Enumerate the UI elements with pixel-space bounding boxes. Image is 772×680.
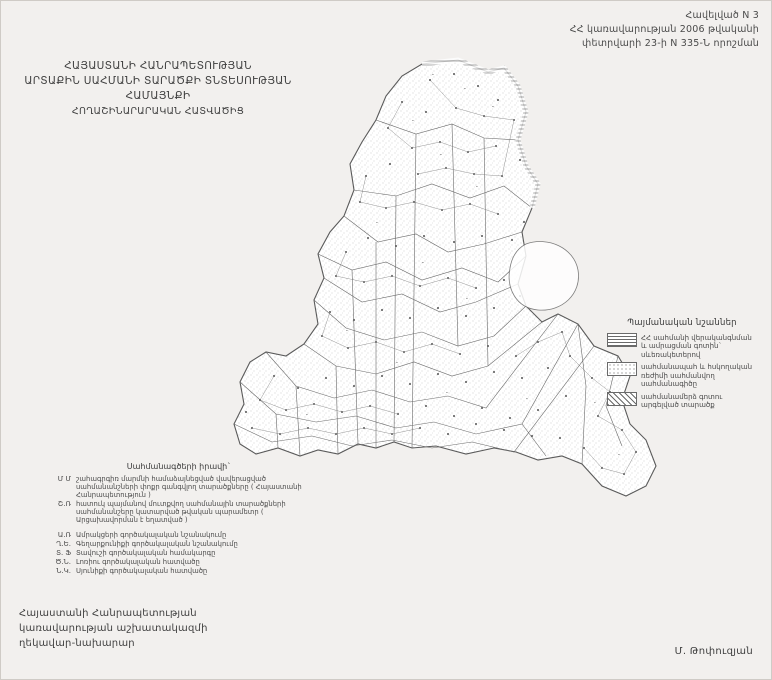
- caption-line-1: Հայաստանի Հանրապետության: [19, 608, 197, 619]
- legend-abbr-item: [49, 567, 309, 575]
- title-line-1: ՀԱՅԱՍՏԱՆԻ ՀԱՆՐԱՊԵՏՈՒԹՅԱՆ: [64, 60, 252, 72]
- document-signatory-title: [19, 606, 349, 651]
- legend-row-label: սահմանամերձ գոտու արգելված տարածք: [641, 392, 723, 409]
- armenia-border-map: [226, 56, 746, 526]
- svg-text:•: •: [346, 329, 348, 333]
- lake-sevan: [509, 242, 578, 311]
- legend-abbr-item: [49, 549, 309, 557]
- annex-line-2: ՀՀ կառավարության 2006 թվականի: [569, 24, 759, 35]
- legend-abbr-text: հատուկ պայմանով մուտքվող սահմանային տարածքների սահմանանշերը կատարված թվական պարամետր ( Արցախավորման է եղատված ): [76, 500, 286, 524]
- title-line-3: ՀՈՂԱՇԻՆԱՐԱՐԱԿԱՆ ՀԱՏՎԱԾԻՑ: [71, 106, 245, 117]
- annex-line-1: Հավելված N 3: [685, 10, 759, 21]
- legend-abbr-key: Տ. Ֆ: [56, 549, 71, 557]
- annex-line-3: փետրվարի 23-ի N 335-Ն որոշման: [582, 38, 759, 49]
- svg-text:•: •: [412, 119, 414, 123]
- map-svg: [226, 56, 746, 526]
- legend-abbr-text: Գեղարքունիքի գործակալական նշանակումը: [76, 540, 238, 548]
- legend-abbr-key: Ա.Ռ: [57, 531, 71, 539]
- legend-abbr-entry: [49, 475, 309, 499]
- legend-row: [607, 392, 757, 410]
- legend-row: [607, 362, 757, 389]
- svg-text:•: •: [526, 397, 528, 401]
- svg-text:•: •: [422, 261, 424, 265]
- legend-row-label: սահմանապահ և հսկողական ռեժիմի սահմանվող սահմանագիծը: [641, 363, 753, 388]
- legend-abbr-text: շահագրգիռ մարմնի համաձայնեցված վավերացված սահմանանշների փոքր գանգվլող տարածքները ( Հայաստանի Հանրապետություն ): [76, 475, 302, 499]
- svg-text:•: •: [440, 153, 442, 157]
- svg-text:•: •: [594, 401, 596, 405]
- signatory-name: Մ. Թոփուզյան: [674, 646, 753, 657]
- legend-row-label: ՀՀ սահմանի վերականգնման և ամրացման գոտին` սևեռակետերով: [641, 333, 752, 359]
- hatch-pattern-swatch: [607, 333, 637, 347]
- svg-text:•: •: [376, 221, 378, 225]
- svg-text:•: •: [446, 391, 448, 395]
- legend-abbr-title: Սահմանագծերի իրավի`: [126, 462, 232, 471]
- legend-abbr-key: Շ.Ռ: [57, 500, 71, 508]
- svg-text:•: •: [464, 87, 466, 91]
- legend-abbr-text: Սյունիքի գործակալական հատվածը: [76, 567, 208, 575]
- svg-text:•: •: [466, 297, 468, 301]
- caption-line-2: կառավարության աշխատակազմի: [19, 623, 208, 634]
- annex-block: [570, 9, 759, 51]
- svg-text:•: •: [432, 73, 434, 77]
- cross-hatch-pattern-swatch: [607, 392, 637, 406]
- svg-text:•: •: [396, 361, 398, 365]
- legend-abbr-key: Ծ.Ն.: [55, 558, 71, 566]
- svg-text:•: •: [618, 453, 620, 457]
- legend-abbr-text: Տավուշի գործակալական համակարգը: [76, 549, 216, 557]
- title-line-2: ԱՐՏԱՔԻՆ ՍԱՀՄԱՆԻ ՏԱՐԱԾՔԻ ՏՆՏԵՍՈՒԹՅԱՆ ՀԱՄԱՅՆՔԻ: [24, 75, 292, 102]
- legend-abbr-entry: [49, 500, 309, 524]
- legend-symbols: [607, 319, 757, 413]
- svg-text:•: •: [492, 105, 494, 109]
- legend-row: [607, 333, 757, 360]
- legend-abbr-text: Ամրակցերի գործակալական նշանակումը: [76, 531, 227, 539]
- legend-abbr-item: [49, 558, 309, 566]
- dots-pattern-swatch: [607, 362, 637, 376]
- svg-text:•: •: [306, 413, 308, 417]
- legend-abbr-item: [49, 540, 309, 548]
- legend-abbr-item: [49, 531, 309, 539]
- caption-line-3: ղեկավար-նախարար: [19, 638, 135, 649]
- legend-abbr-text: Լոռիու գործակալական հատվածը: [76, 558, 200, 566]
- legend-symbols-title: Պայմանական նշաններ: [627, 318, 737, 328]
- svg-text:•: •: [476, 185, 478, 189]
- legend-abbreviations: [49, 463, 309, 576]
- legend-abbr-key: Մ Մ: [57, 475, 71, 483]
- legend-abbr-key: Ն.Կ.: [56, 567, 71, 575]
- legend-abbr-key: Ղ.Ե.: [56, 540, 71, 548]
